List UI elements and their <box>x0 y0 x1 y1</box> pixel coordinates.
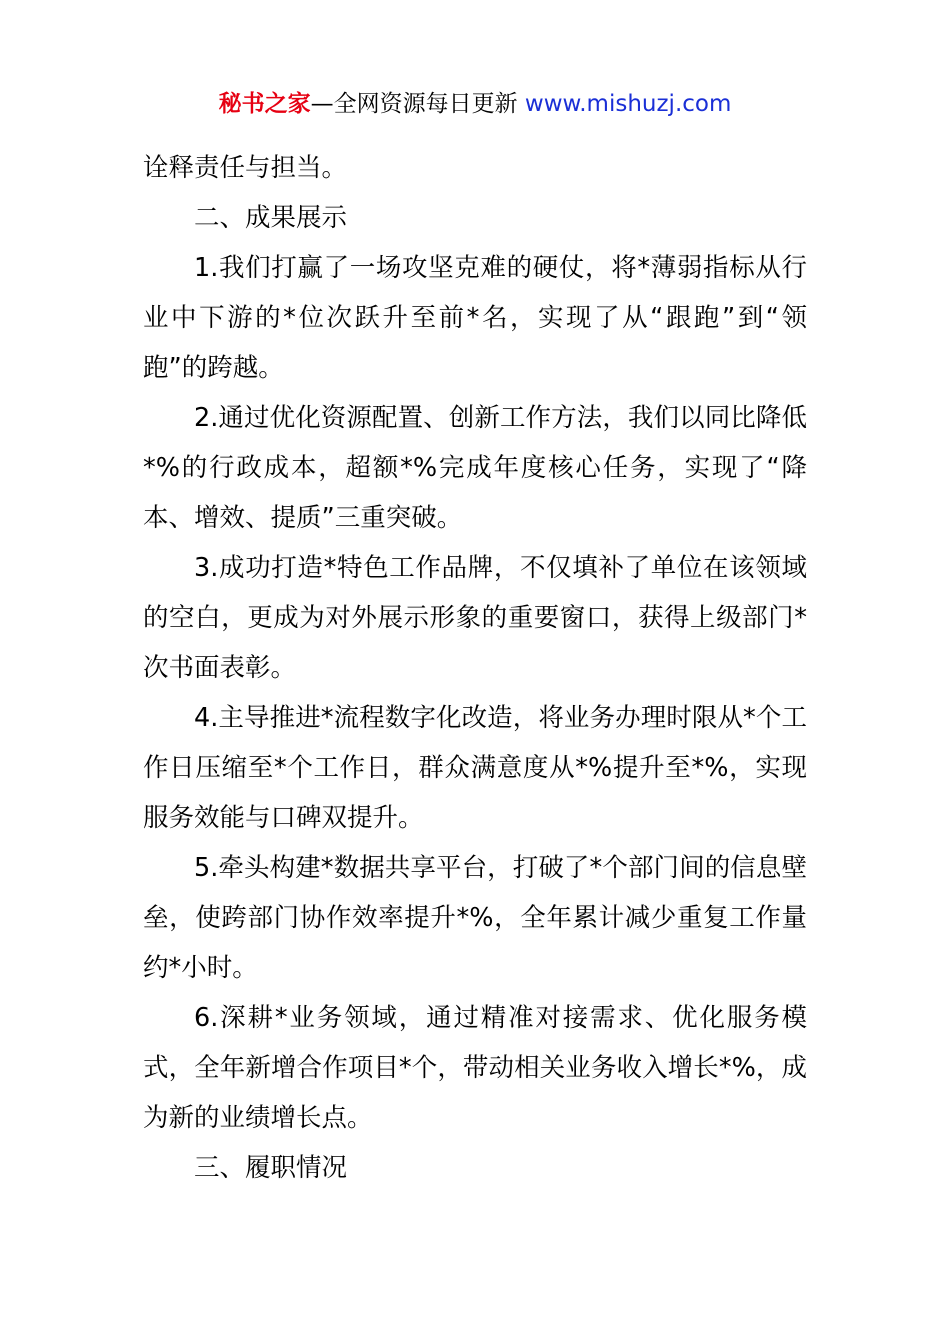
achievement-item-1: 1.我们打赢了一场攻坚克难的硬仗，将*薄弱指标从行业中下游的*位次跃升至前*名，实现了从“跟跑”到“领跑”的跨越。 <box>143 253 807 383</box>
section-heading-duties: 三、履职情况 <box>194 1153 348 1183</box>
site-slogan: —全网资源每日更新 <box>310 91 518 117</box>
achievement-item-2: 2.通过优化资源配置、创新工作方法，我们以同比降低*%的行政成本，超额*%完成年度核心任务，实现了“降本、增效、提质”三重突破。 <box>143 403 807 533</box>
achievement-item-5: 5.牵头构建*数据共享平台，打破了*个部门间的信息壁垒，使跨部门协作效率提升*%，全年累计减少重复工作量约*小时。 <box>143 853 807 983</box>
lead-line: 诠释责任与担当。 <box>143 153 348 183</box>
achievement-item-6: 6.深耕*业务领域，通过精准对接需求、优化服务模式，全年新增合作项目*个，带动相关业务收入增长*%，成为新的业绩增长点。 <box>143 1003 807 1133</box>
achievement-item-3: 3.成功打造*特色工作品牌，不仅填补了单位在该领域的空白，更成为对外展示形象的重要窗口，获得上级部门*次书面表彰。 <box>143 553 807 683</box>
site-url-link[interactable]: www.mishuzj.com <box>517 91 732 117</box>
site-brand-name: 秘书之家 <box>218 91 311 117</box>
document-body <box>143 143 807 1193</box>
section-heading-achievements: 二、成果展示 <box>194 203 348 233</box>
achievement-item-4: 4.主导推进*流程数字化改造，将业务办理时限从*个工作日压缩至*个工作日，群众满意度从*%提升至*%，实现服务效能与口碑双提升。 <box>143 703 807 833</box>
site-header <box>0 86 950 122</box>
